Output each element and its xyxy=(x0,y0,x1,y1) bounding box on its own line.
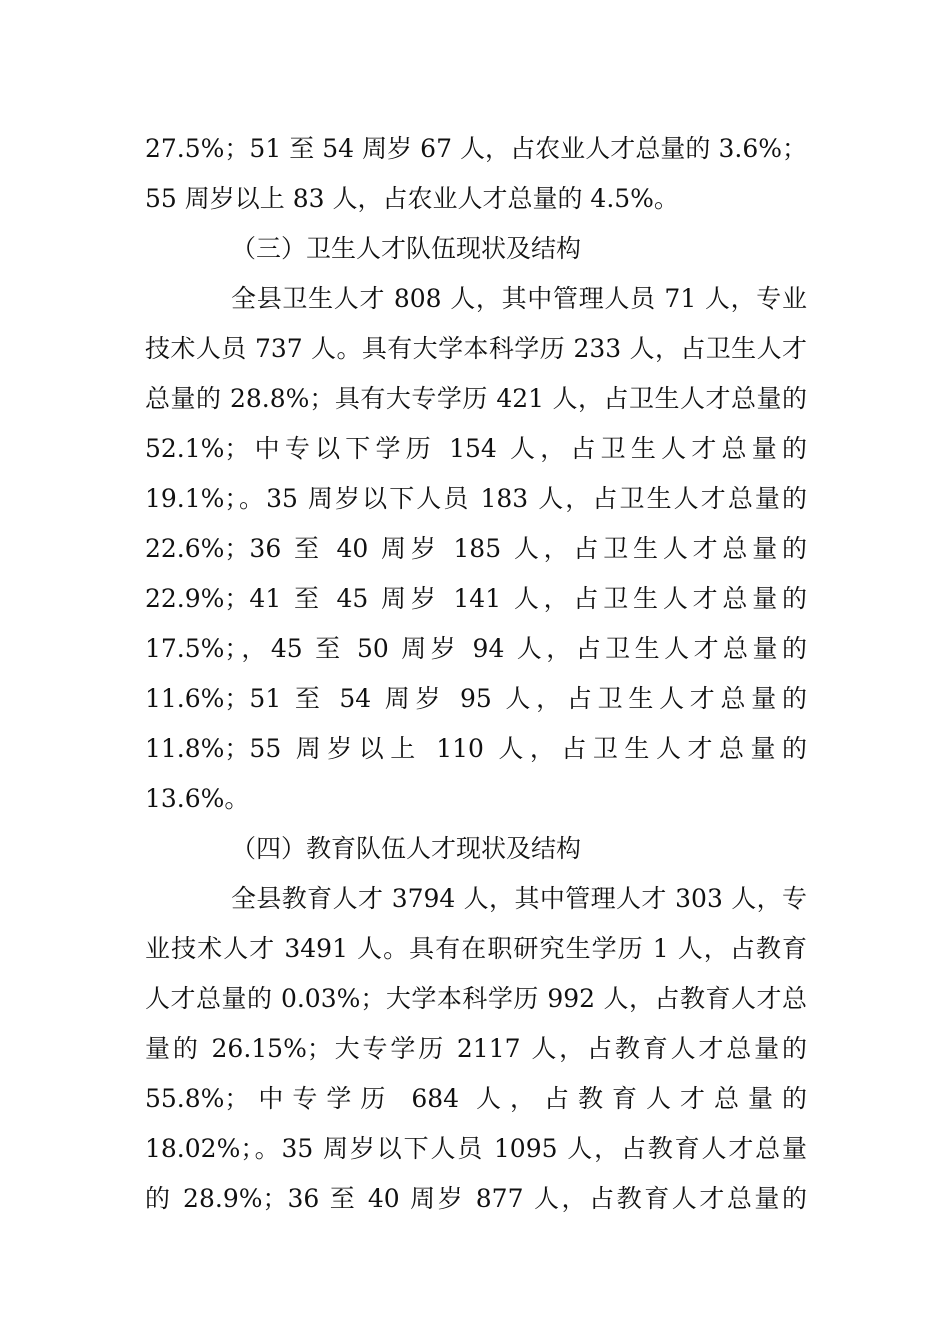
section-heading-education: （四）教育队伍人才现状及结构 xyxy=(231,834,582,863)
paragraph-line: 55.8%；中专学历 684 人，占教育人才总量的 xyxy=(145,1084,807,1113)
paragraph-line: 技术人员 737 人。具有大学本科学历 233 人，占卫生人才 xyxy=(145,334,807,363)
paragraph-line: 22.9%；41 至 45 周岁 141 人，占卫生人才总量的 xyxy=(145,584,807,613)
paragraph-line: 17.5%；，45 至 50 周岁 94 人，占卫生人才总量的 xyxy=(145,634,807,663)
paragraph-line: 业技术人才 3491 人。具有在职研究生学历 1 人，占教育 xyxy=(145,934,807,963)
paragraph-line: 13.6%。 xyxy=(145,784,250,813)
paragraph-line: 的 28.9%；36 至 40 周岁 877 人，占教育人才总量的 xyxy=(145,1184,807,1213)
paragraph-line: 27.5%；51 至 54 周岁 67 人，占农业人才总量的 3.6%； xyxy=(145,134,807,163)
section-heading-health: （三）卫生人才队伍现状及结构 xyxy=(231,234,582,263)
paragraph-line: 19.1%；。35 周岁以下人员 183 人，占卫生人才总量的 xyxy=(145,484,807,513)
paragraph-line: 55 周岁以上 83 人，占农业人才总量的 4.5%。 xyxy=(145,184,679,213)
paragraph-line: 全县卫生人才 808 人，其中管理人员 71 人，专业 xyxy=(231,284,807,313)
paragraph-line: 22.6%；36 至 40 周岁 185 人，占卫生人才总量的 xyxy=(145,534,807,563)
paragraph-line: 总量的 28.8%；具有大专学历 421 人，占卫生人才总量的 xyxy=(145,384,807,413)
paragraph-line: 11.8%；55 周岁以上 110 人，占卫生人才总量的 xyxy=(145,734,807,763)
paragraph-line: 11.6%；51 至 54 周岁 95 人，占卫生人才总量的 xyxy=(145,684,807,713)
paragraph-line: 52.1%；中专以下学历 154 人，占卫生人才总量的 xyxy=(145,434,807,463)
paragraph-line: 全县教育人才 3794 人，其中管理人才 303 人，专 xyxy=(231,884,807,913)
paragraph-line: 人才总量的 0.03%；大学本科学历 992 人，占教育人才总 xyxy=(145,984,807,1013)
paragraph-line: 量的 26.15%；大专学历 2117 人，占教育人才总量的 xyxy=(145,1034,807,1063)
document-body xyxy=(145,124,807,1224)
paragraph-line: 18.02%；。35 周岁以下人员 1095 人，占教育人才总量 xyxy=(145,1134,807,1163)
